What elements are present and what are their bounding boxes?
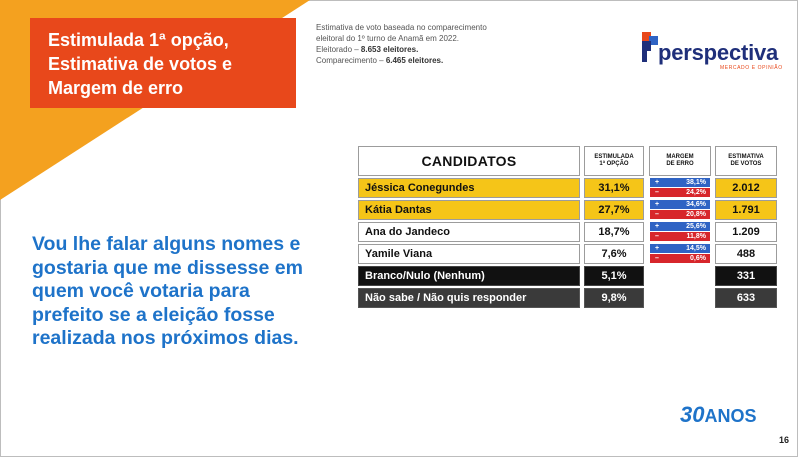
vote-estimate: 331 bbox=[715, 266, 777, 286]
stimulated-value: 9,8% bbox=[584, 288, 644, 308]
anniversary-word: ANOS bbox=[704, 406, 757, 426]
survey-question: Vou lhe falar alguns nomes e gostaria que me dissesse em quem você votaria para prefeito se a eleição fosse realizada nos próximos dias. bbox=[32, 233, 303, 349]
stimulated-value: 5,1% bbox=[584, 266, 644, 286]
logo-tagline: MERCADO E OPINIÃO bbox=[720, 65, 783, 71]
stimulated-value: 31,1% bbox=[584, 178, 644, 198]
candidate-name: Branco/Nulo (Nenhum) bbox=[358, 266, 580, 286]
note-line-3 bbox=[316, 44, 546, 55]
margin-plus-value: 14,5% bbox=[686, 245, 706, 252]
header-stimulated bbox=[584, 146, 644, 176]
header-stimulated-line-2: 1ª OPÇÃO bbox=[599, 161, 629, 167]
margin-minus-sign: – bbox=[655, 211, 659, 218]
header-margin-line-2: DE ERRO bbox=[666, 161, 694, 167]
methodology-note bbox=[316, 22, 546, 66]
margin-minus-sign: – bbox=[655, 255, 659, 262]
margin-plus-bar bbox=[650, 222, 710, 231]
candidate-name: Não sabe / Não quis responder bbox=[358, 288, 580, 308]
margin-minus-value: 20,8% bbox=[686, 211, 706, 218]
margin-minus-bar bbox=[650, 254, 710, 263]
header-estimate bbox=[715, 146, 777, 176]
margin-plus-bar bbox=[650, 244, 710, 253]
note-line-4 bbox=[316, 55, 546, 66]
header-margin bbox=[649, 146, 711, 176]
margin-minus-value: 0,6% bbox=[690, 255, 706, 262]
note-line-2: eleitoral do 1º turno de Anamã em 2022. bbox=[316, 34, 460, 43]
note-line-1: Estimativa de voto baseada no comparecimento bbox=[316, 23, 487, 32]
anniversary-badge bbox=[680, 402, 757, 428]
vote-estimate: 1.209 bbox=[715, 222, 777, 242]
candidate-name: Yamile Viana bbox=[358, 244, 580, 264]
turnout-label: Comparecimento – bbox=[316, 56, 386, 65]
header-candidates: CANDIDATOS bbox=[358, 146, 580, 176]
margin-plus-bar bbox=[650, 178, 710, 187]
margin-minus-bar bbox=[650, 188, 710, 197]
margin-of-error bbox=[649, 200, 711, 220]
logo-icon bbox=[640, 30, 660, 64]
margin-minus-value: 24,2% bbox=[686, 189, 706, 196]
stimulated-value: 7,6% bbox=[584, 244, 644, 264]
header-estimate-line-1: ESTIMATIVA bbox=[728, 154, 764, 160]
margin-plus-value: 25,6% bbox=[686, 223, 706, 230]
title-line-2: Estimativa de votos e bbox=[48, 54, 233, 74]
margin-minus-sign: – bbox=[655, 233, 659, 240]
margin-plus-bar bbox=[650, 200, 710, 209]
vote-estimate: 2.012 bbox=[715, 178, 777, 198]
electorate-label: Eleitorado – bbox=[316, 45, 361, 54]
margin-plus-value: 34,6% bbox=[686, 201, 706, 208]
stimulated-value: 27,7% bbox=[584, 200, 644, 220]
margin-of-error bbox=[649, 222, 711, 242]
margin-plus-sign: + bbox=[654, 223, 660, 230]
margin-of-error bbox=[649, 244, 711, 264]
header-estimate-line-2: DE VOTOS bbox=[730, 161, 762, 167]
vote-estimate: 1.791 bbox=[715, 200, 777, 220]
margin-minus-bar bbox=[650, 210, 710, 219]
candidate-name: Ana do Jandeco bbox=[358, 222, 580, 242]
title-line-3: Margem de erro bbox=[48, 78, 184, 98]
title-line-1: Estimulada 1ª opção, bbox=[48, 30, 229, 50]
anniversary-number: 30 bbox=[680, 402, 705, 427]
header-margin-line-1: MARGEM bbox=[666, 154, 694, 160]
candidate-name: Jéssica Conegundes bbox=[358, 178, 580, 198]
page-number: 16 bbox=[779, 435, 790, 445]
candidate-name: Kátia Dantas bbox=[358, 200, 580, 220]
header-stimulated-line-1: ESTIMULADA bbox=[594, 154, 634, 160]
vote-estimate: 633 bbox=[715, 288, 777, 308]
margin-minus-value: 11,8% bbox=[686, 233, 706, 240]
electorate-value: 8.653 eleitores. bbox=[360, 45, 419, 54]
turnout-value: 6.465 eleitores. bbox=[385, 56, 444, 65]
page-title bbox=[48, 28, 288, 100]
margin-minus-sign: – bbox=[655, 189, 659, 196]
margin-minus-bar bbox=[650, 232, 710, 241]
logo-name: perspectiva bbox=[658, 40, 779, 65]
margin-of-error bbox=[649, 178, 711, 198]
perspectiva-logo bbox=[640, 30, 783, 72]
margin-plus-sign: + bbox=[654, 245, 660, 252]
margin-plus-value: 38,1% bbox=[686, 179, 706, 186]
stimulated-value: 18,7% bbox=[584, 222, 644, 242]
margin-plus-sign: + bbox=[654, 201, 660, 208]
vote-estimate: 488 bbox=[715, 244, 777, 264]
margin-plus-sign: + bbox=[654, 179, 660, 186]
